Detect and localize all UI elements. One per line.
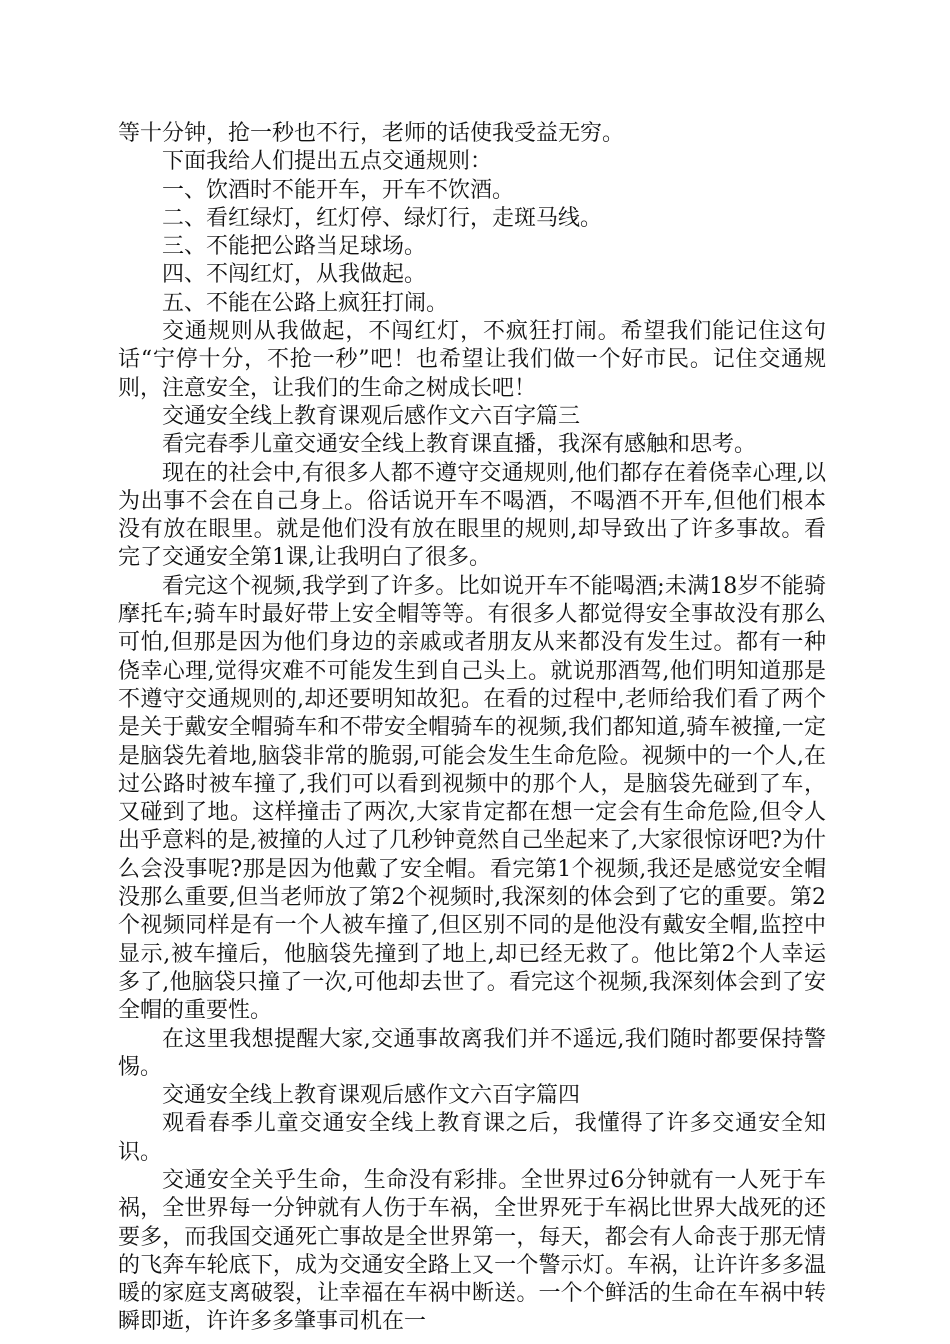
paragraph-video-lesson: 看完这个视频,我学到了许多。比如说开车不能喝酒;未满18岁不能骑摩托车;骑车时最好带上安全帽等等。有很多人都觉得安全事故没有那么可怕,但那是因为他们身边的亲戚或者朋友从来都没有发生过。都有一种侥幸心理,觉得灾难不可能发生到自己头上。就说那酒驾,他们明知道那是不遵守交通规则的,却还要明知故犯。在看的过程中,老师给我们看了两个是关于戴安全帽骑车和不带安全帽骑车的视频,我们都知道,骑车被撞,一定是脑袋先着地,脑袋非常的脆弱,可能会发生生命危险。视频中的一个人,在过公路时被车撞了,我们可以看到视频中的那个人，是脑袋先碰到了车，又碰到了地。这样撞击了两次,大家肯定都在想一定会有生命危险,但令人出乎意料的是,被撞的人过了几秒钟竟然自己坐起来了,大家很惊讶吧?为什么会没事呢?那是因为他戴了安全帽。看完第1个视频,我还是感觉安全帽没那么重要,但当老师放了第2个视频时,我深刻的体会到了它的重要。第2个视频同样是有一个人被车撞了,但区别不同的是他没有戴安全帽,监控中显示,被车撞后，他脑袋先撞到了地上,却已经无救了。他比第2个人幸运多了,他脑袋只撞了一次,可他却去世了。看完这个视频,我深刻体会到了安全帽的重要性。	[118, 573, 826, 1024]
rule-item-5: 五、不能在公路上疯狂打闹。	[162, 290, 449, 316]
document-body	[118, 120, 826, 1337]
section-heading-part-4: 交通安全线上教育课观后感作文六百字篇四	[162, 1083, 581, 1109]
paragraph-continuation: 等十分钟，抢一秒也不行，老师的话使我受益无穷。	[118, 121, 625, 146]
rule-item-3: 三、不能把公路当足球场。	[162, 234, 427, 260]
paragraph-life-safety: 交通安全关乎生命，生命没有彩排。全世界过6分钟就有一人死于车祸，全世界每一分钟就有人伤于车祸，全世界死于车祸比世界大战死的还要多，而我国交通死亡事故是全世界第一，每天，都会有人命丧于那无情的飞奔车轮底下，成为交通安全路上又一个警示灯。车祸，让许许多多温暖的家庭支离破裂，让幸福在车祸中断送。一个个鲜活的生命在车祸中转瞬即逝，许许多多肇事司机在一	[118, 1167, 826, 1335]
paragraph-rules-conclusion: 交通规则从我做起，不闯红灯，不疯狂打闹。希望我们能记住这句话“宁停十分，不抢一秒”吧！也希望让我们做一个好市民。记住交通规则，注意安全，让我们的生命之树成长吧！	[118, 319, 826, 401]
rule-item-1: 一、饮酒时不能开车，开车不饮酒。	[162, 177, 515, 203]
rule-item-2: 二、看红绿灯，红灯停、绿灯行，走斑马线。	[162, 205, 603, 231]
paragraph-society: 现在的社会中,有很多人都不遵守交通规则,他们都存在着侥幸心理,以为出事不会在自己身上。俗话说开车不喝酒，不喝酒不开车,但他们根本没有放在眼里。就是他们没有放在眼里的规则,却导致出了许多事故。看完了交通安全第1课,让我明白了很多。	[118, 460, 826, 571]
rule-item-4: 四、不闯红灯，从我做起。	[162, 262, 427, 288]
paragraph-rules-intro: 下面我给人们提出五点交通规则：	[162, 149, 493, 175]
section-heading-part-3: 交通安全线上教育课观后感作文六百字篇三	[162, 403, 581, 429]
paragraph-reminder: 在这里我想提醒大家,交通事故离我们并不遥远,我们随时都要保持警惕。	[118, 1026, 826, 1080]
paragraph-part-3-intro: 看完春季儿童交通安全线上教育课直播，我深有感触和思考。	[162, 432, 757, 458]
paragraph-part-4-intro: 观看春季儿童交通安全线上教育课之后，我懂得了许多交通安全知识。	[118, 1111, 826, 1165]
